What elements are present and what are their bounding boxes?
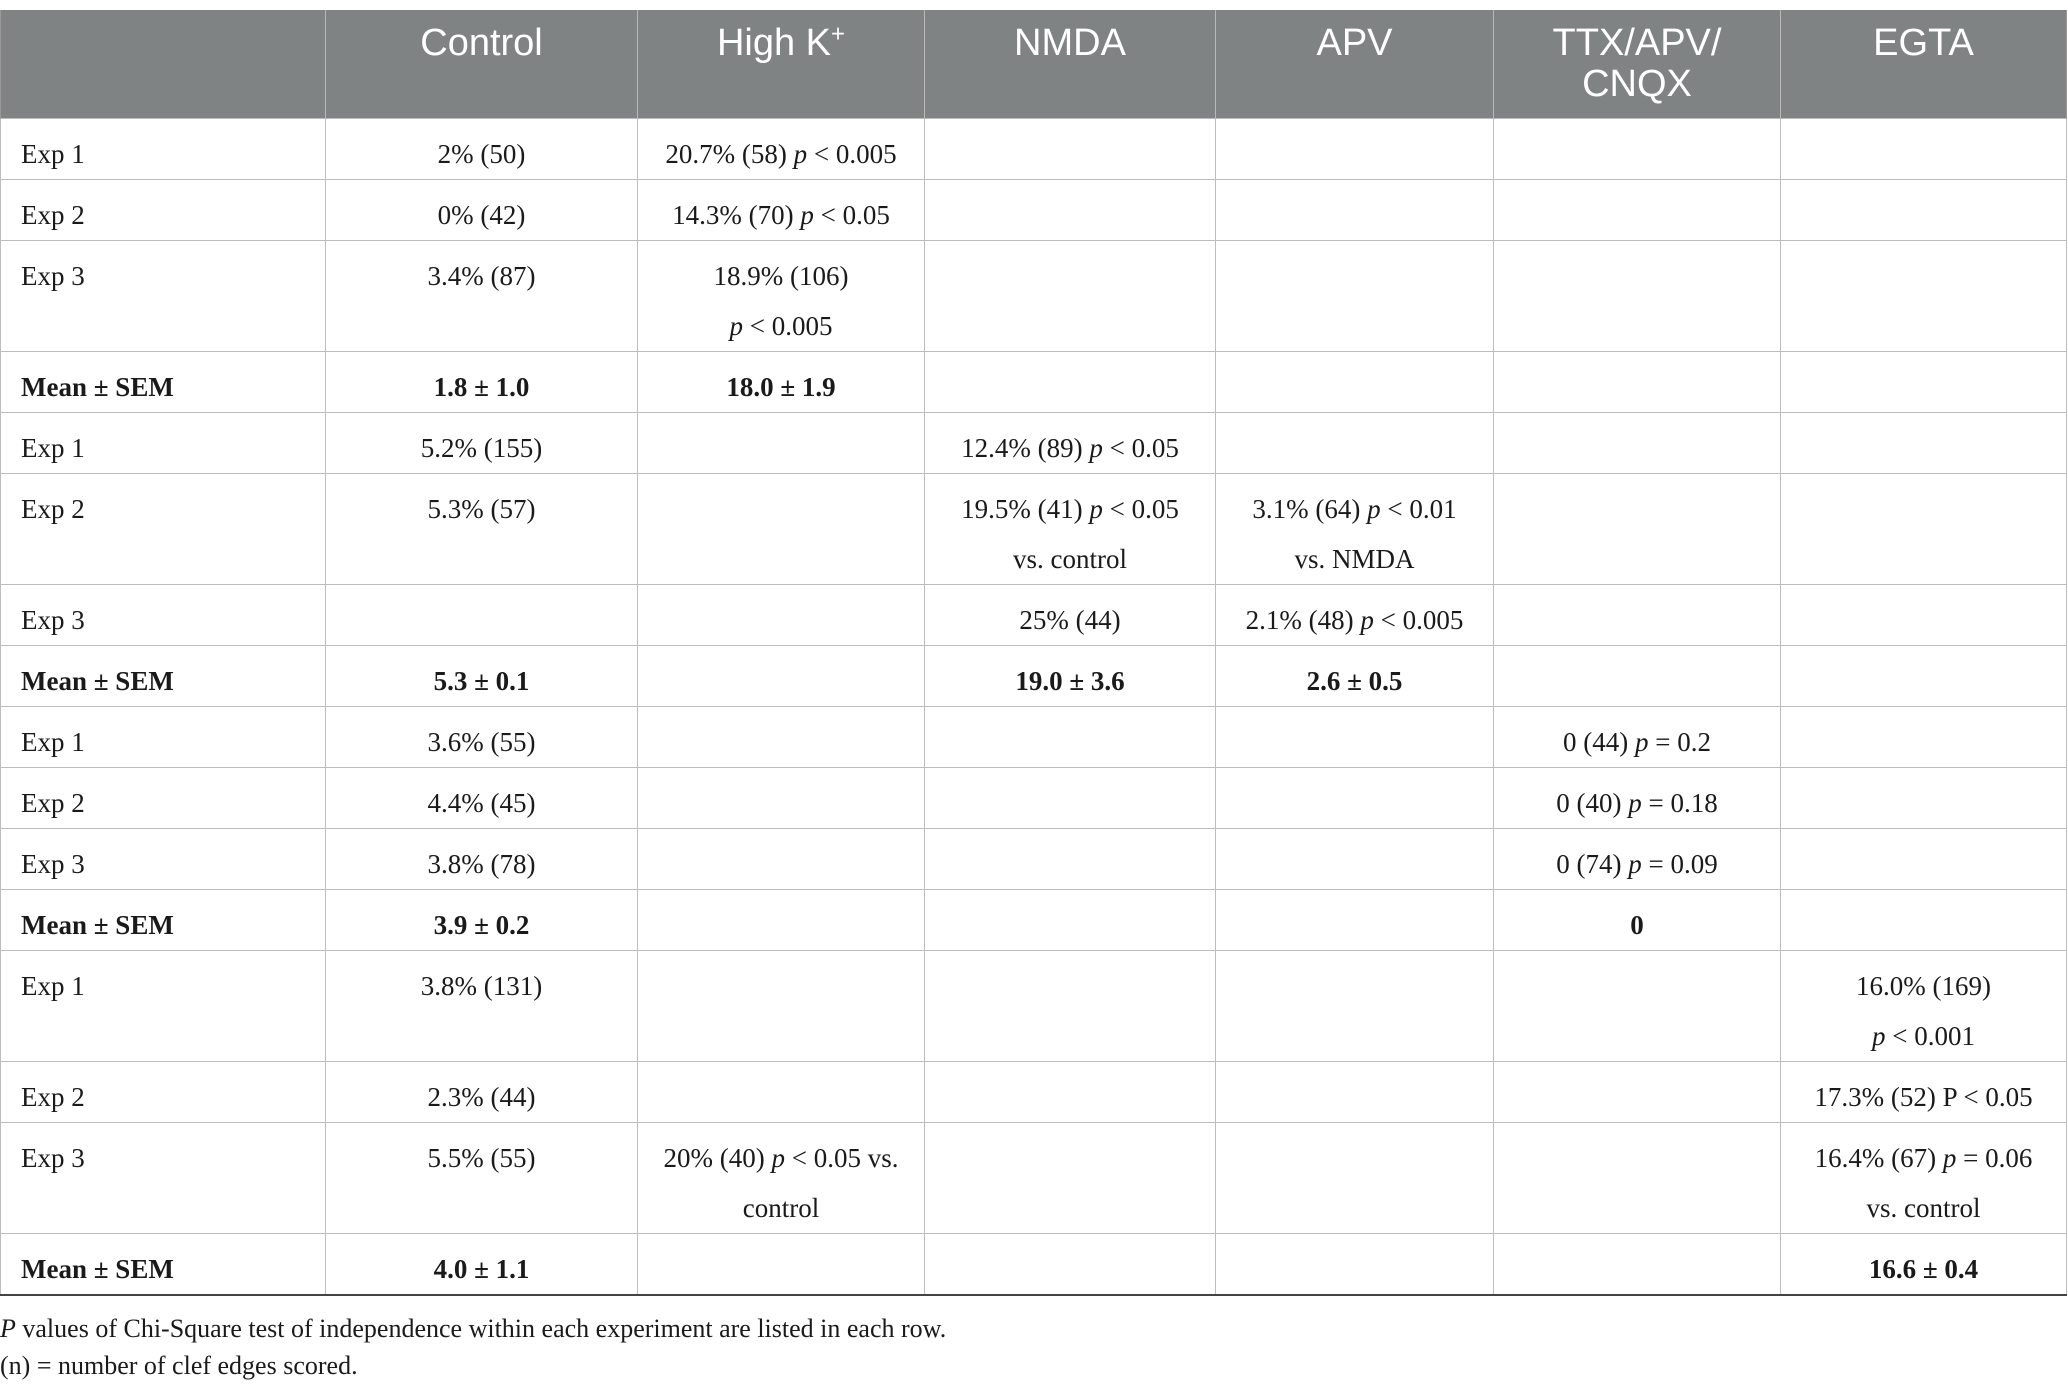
header-control: Control [326, 10, 638, 118]
table-cell: 20.7% (58) p < 0.005 [638, 118, 925, 179]
table-row [1, 950, 2067, 1061]
row-label: Exp 1 [1, 412, 326, 473]
table-cell: 12.4% (89) p < 0.05 [925, 412, 1216, 473]
table-cell [1781, 889, 2067, 950]
table-cell [1781, 118, 2067, 179]
footnote-p-values [0, 1310, 2060, 1347]
table-cell [925, 767, 1216, 828]
table-cell: 3.8% (131) [326, 950, 638, 1061]
table-cell [638, 706, 925, 767]
table-cell: 18.9% (106) p < 0.005 [638, 240, 925, 351]
table-cell [638, 1061, 925, 1122]
table-cell [638, 950, 925, 1061]
table-cell [1216, 351, 1494, 412]
table-cell: 4.4% (45) [326, 767, 638, 828]
table-row-mean [1, 889, 2067, 950]
table-cell: 0% (42) [326, 179, 638, 240]
table-cell [1494, 1233, 1781, 1295]
table-cell [1494, 412, 1781, 473]
row-label: Mean ± SEM [1, 1233, 326, 1295]
table-row [1, 179, 2067, 240]
table-cell: 16.4% (67) p = 0.06 vs. control [1781, 1122, 2067, 1233]
row-label: Exp 3 [1, 828, 326, 889]
table-cell [1781, 828, 2067, 889]
table-cell: 0 [1494, 889, 1781, 950]
table-footnotes [0, 1310, 2060, 1384]
footnote-p-italic: P [0, 1314, 16, 1343]
table-cell: 0 (74) p = 0.09 [1494, 828, 1781, 889]
table-row [1, 828, 2067, 889]
results-table [0, 10, 2067, 1296]
table-cell [925, 118, 1216, 179]
table-cell: 5.5% (55) [326, 1122, 638, 1233]
table-cell [1494, 179, 1781, 240]
table-cell [1216, 1122, 1494, 1233]
table-row-mean [1, 1233, 2067, 1295]
table-cell [1781, 240, 2067, 351]
table-cell [1494, 584, 1781, 645]
row-label: Exp 1 [1, 706, 326, 767]
header-empty [1, 10, 326, 118]
table-cell [925, 889, 1216, 950]
table-row [1, 118, 2067, 179]
table-body [1, 118, 2067, 1295]
row-label: Exp 3 [1, 1122, 326, 1233]
table-cell [638, 645, 925, 706]
header-apv: APV [1216, 10, 1494, 118]
table-cell: 3.4% (87) [326, 240, 638, 351]
table-cell [638, 828, 925, 889]
table-cell [1494, 473, 1781, 584]
table-cell [1494, 1061, 1781, 1122]
table-cell [1216, 118, 1494, 179]
table-cell: 0 (40) p = 0.18 [1494, 767, 1781, 828]
table-cell [925, 1233, 1216, 1295]
table-row [1, 584, 2067, 645]
row-label: Exp 2 [1, 767, 326, 828]
table-cell [1216, 240, 1494, 351]
table-row [1, 473, 2067, 584]
table-cell [1216, 412, 1494, 473]
table-cell [925, 179, 1216, 240]
header-high-k-superscript: + [831, 20, 846, 48]
table-row [1, 412, 2067, 473]
table-cell [638, 473, 925, 584]
table-cell: 5.2% (155) [326, 412, 638, 473]
table-row [1, 1061, 2067, 1122]
table-cell [1216, 179, 1494, 240]
table-row-mean [1, 645, 2067, 706]
table-cell [1781, 584, 2067, 645]
table-cell [638, 889, 925, 950]
table-cell: 5.3 ± 0.1 [326, 645, 638, 706]
table-cell [1781, 351, 2067, 412]
table-cell: 2.3% (44) [326, 1061, 638, 1122]
row-label: Exp 3 [1, 584, 326, 645]
table-cell: 19.0 ± 3.6 [925, 645, 1216, 706]
header-nmda: NMDA [925, 10, 1216, 118]
table-cell: 17.3% (52) P < 0.05 [1781, 1061, 2067, 1122]
table-cell: 19.5% (41) p < 0.05 vs. control [925, 473, 1216, 584]
table-cell: 18.0 ± 1.9 [638, 351, 925, 412]
table-cell: 16.0% (169) p < 0.001 [1781, 950, 2067, 1061]
table-cell: 20% (40) p < 0.05 vs. control [638, 1122, 925, 1233]
table-cell [1216, 950, 1494, 1061]
table-row [1, 240, 2067, 351]
table-cell [925, 950, 1216, 1061]
table-cell [925, 828, 1216, 889]
row-label: Mean ± SEM [1, 889, 326, 950]
table-cell [1781, 706, 2067, 767]
table-cell [1494, 1122, 1781, 1233]
table-row [1, 767, 2067, 828]
header-high-k [638, 10, 925, 118]
table-cell [925, 351, 1216, 412]
table-cell: 16.6 ± 0.4 [1781, 1233, 2067, 1295]
table-cell: 1.8 ± 1.0 [326, 351, 638, 412]
header-high-k-label: High K [716, 22, 832, 64]
table-cell [638, 584, 925, 645]
table-cell: 14.3% (70) p < 0.05 [638, 179, 925, 240]
row-label: Mean ± SEM [1, 645, 326, 706]
table-cell: 2.1% (48) p < 0.005 [1216, 584, 1494, 645]
table-cell: 2.6 ± 0.5 [1216, 645, 1494, 706]
table-cell [1781, 412, 2067, 473]
data-table-container [0, 10, 2066, 1296]
table-cell [1216, 828, 1494, 889]
table-cell [1781, 473, 2067, 584]
table-cell [1781, 179, 2067, 240]
table-header-row [1, 10, 2067, 118]
table-cell [638, 767, 925, 828]
table-cell [1216, 767, 1494, 828]
header-ttx-apv-cnqx: TTX/APV/ CNQX [1494, 10, 1781, 118]
table-row [1, 1122, 2067, 1233]
row-label: Exp 2 [1, 473, 326, 584]
table-cell [925, 1061, 1216, 1122]
row-label: Exp 1 [1, 950, 326, 1061]
row-label: Mean ± SEM [1, 351, 326, 412]
table-cell [1494, 645, 1781, 706]
table-cell: 3.6% (55) [326, 706, 638, 767]
table-row [1, 706, 2067, 767]
table-cell [1216, 1061, 1494, 1122]
table-cell [1494, 351, 1781, 412]
row-label: Exp 1 [1, 118, 326, 179]
table-cell [925, 240, 1216, 351]
table-cell [1494, 240, 1781, 351]
table-cell: 2% (50) [326, 118, 638, 179]
row-label: Exp 2 [1, 179, 326, 240]
table-cell: 5.3% (57) [326, 473, 638, 584]
row-label: Exp 2 [1, 1061, 326, 1122]
footnote-p-text: values of Chi-Square test of independence within each experiment are listed in each row. [15, 1314, 947, 1343]
table-cell [1781, 645, 2067, 706]
table-cell [326, 584, 638, 645]
table-cell [925, 706, 1216, 767]
table-cell [1494, 950, 1781, 1061]
table-cell [638, 1233, 925, 1295]
table-cell [1781, 767, 2067, 828]
header-egta: EGTA [1781, 10, 2067, 118]
table-cell [925, 1122, 1216, 1233]
table-row-mean [1, 351, 2067, 412]
table-cell: 3.1% (64) p < 0.01 vs. NMDA [1216, 473, 1494, 584]
table-cell [638, 412, 925, 473]
table-cell [1216, 889, 1494, 950]
row-label: Exp 3 [1, 240, 326, 351]
table-cell [1494, 118, 1781, 179]
table-cell [1216, 1233, 1494, 1295]
table-cell: 25% (44) [925, 584, 1216, 645]
table-cell: 4.0 ± 1.1 [326, 1233, 638, 1295]
footnote-n-definition: (n) = number of clef edges scored. [0, 1351, 358, 1380]
table-cell: 3.9 ± 0.2 [326, 889, 638, 950]
table-cell: 3.8% (78) [326, 828, 638, 889]
table-cell [1216, 706, 1494, 767]
table-cell: 0 (44) p = 0.2 [1494, 706, 1781, 767]
